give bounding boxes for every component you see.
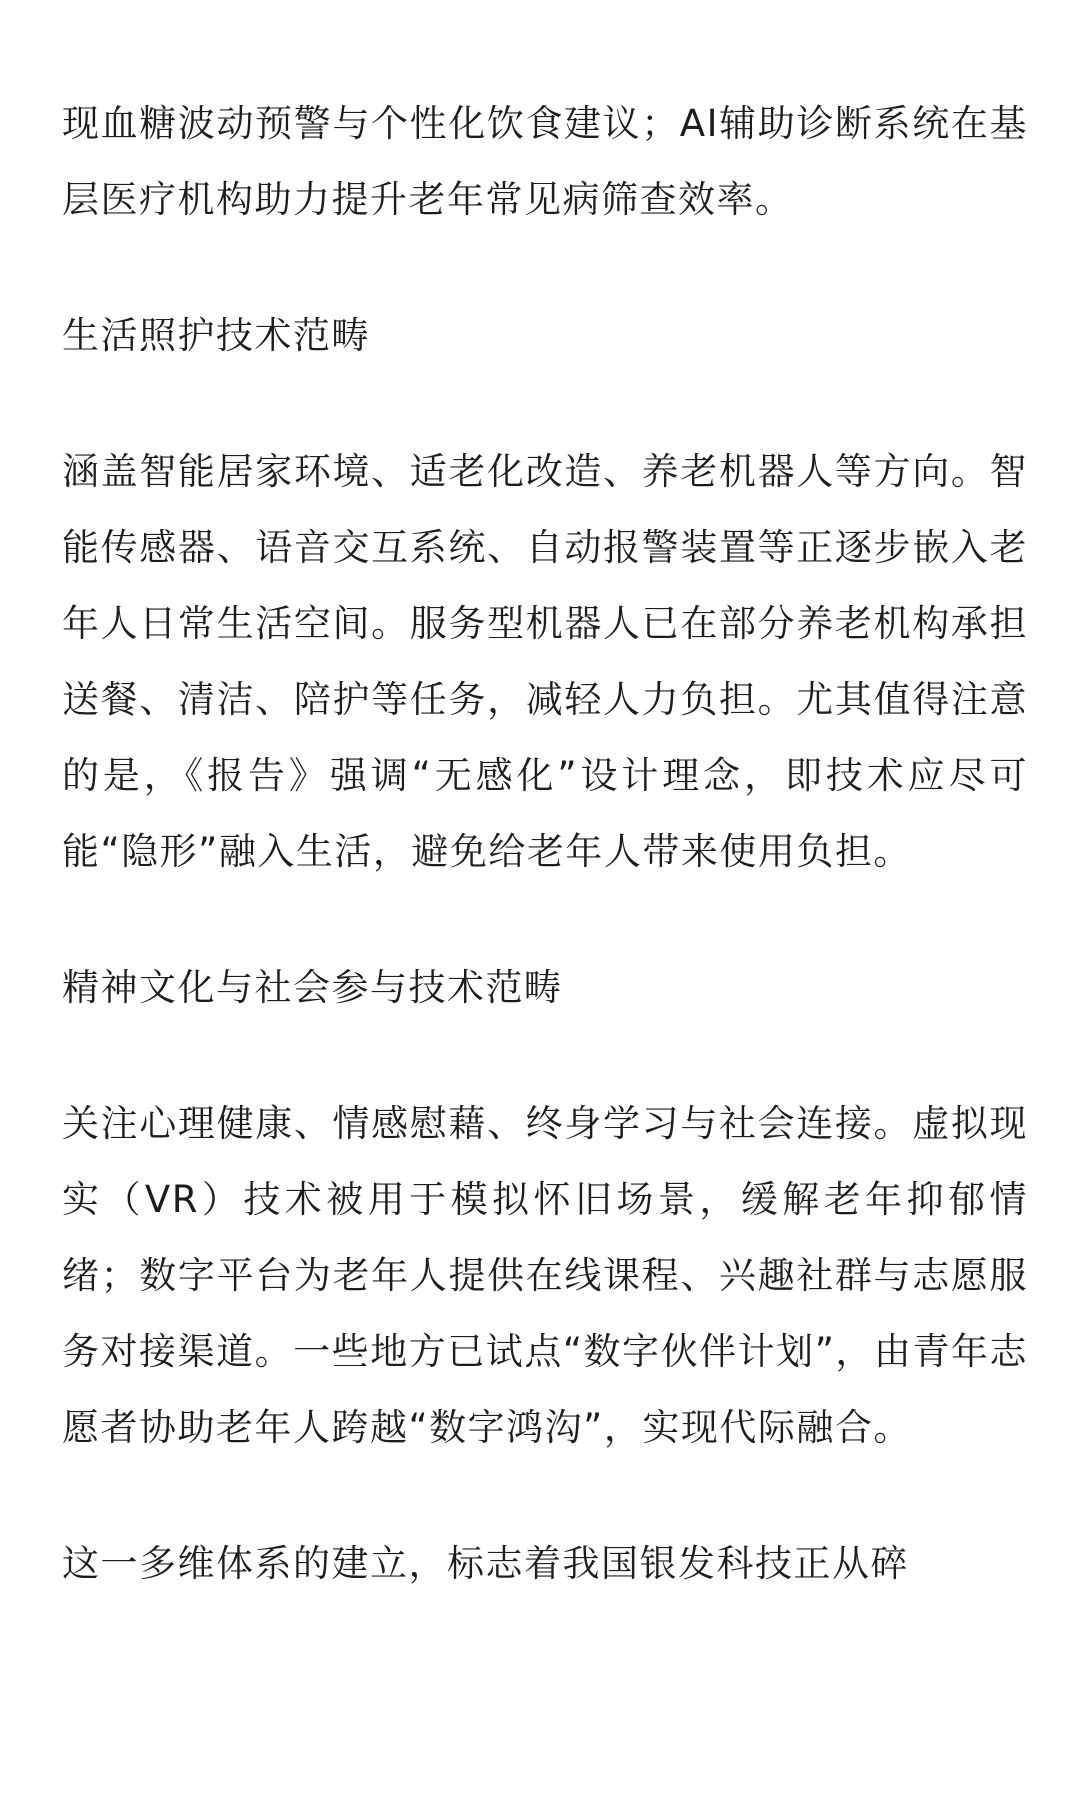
paragraph-summary: 这一多维体系的建立，标志着我国银发科技正从碎 (62, 1542, 909, 1585)
section-heading-spiritual-culture: 精神文化与社会参与技术范畴 (62, 966, 563, 1009)
section-heading-life-care: 生活照护技术范畴 (62, 314, 370, 357)
paragraph-spiritual-culture: 关注心理健康、情感慰藉、终身学习与社会连接。虚拟现实（VR）技术被用于模拟怀旧场景，缓解老年抑郁情绪；数字平台为老年人提供在线课程、兴趣社群与志愿服务对接渠道。一些地方已试点“数字伙伴计划”，由青年志愿者协助老年人跨越“数字鸿沟”，实现代际融合。 (62, 1102, 1028, 1449)
paragraph-life-care: 涵盖智能居家环境、适老化改造、养老机器人等方向。智能传感器、语音交互系统、自动报警装置等正逐步嵌入老年人日常生活空间。服务型机器人已在部分养老机构承担送餐、清洁、陪护等任务，减轻人力负担。尤其值得注意的是，《报告》强调“无感化”设计理念，即技术应尽可能“隐形”融入生活，避免给老年人带来使用负担。 (62, 450, 1028, 873)
paragraph-health-tail: 现血糖波动预警与个性化饮食建议；AI辅助诊断系统在基层医疗机构助力提升老年常见病筛查效率。 (62, 102, 1028, 221)
article-body (62, 86, 1028, 1602)
